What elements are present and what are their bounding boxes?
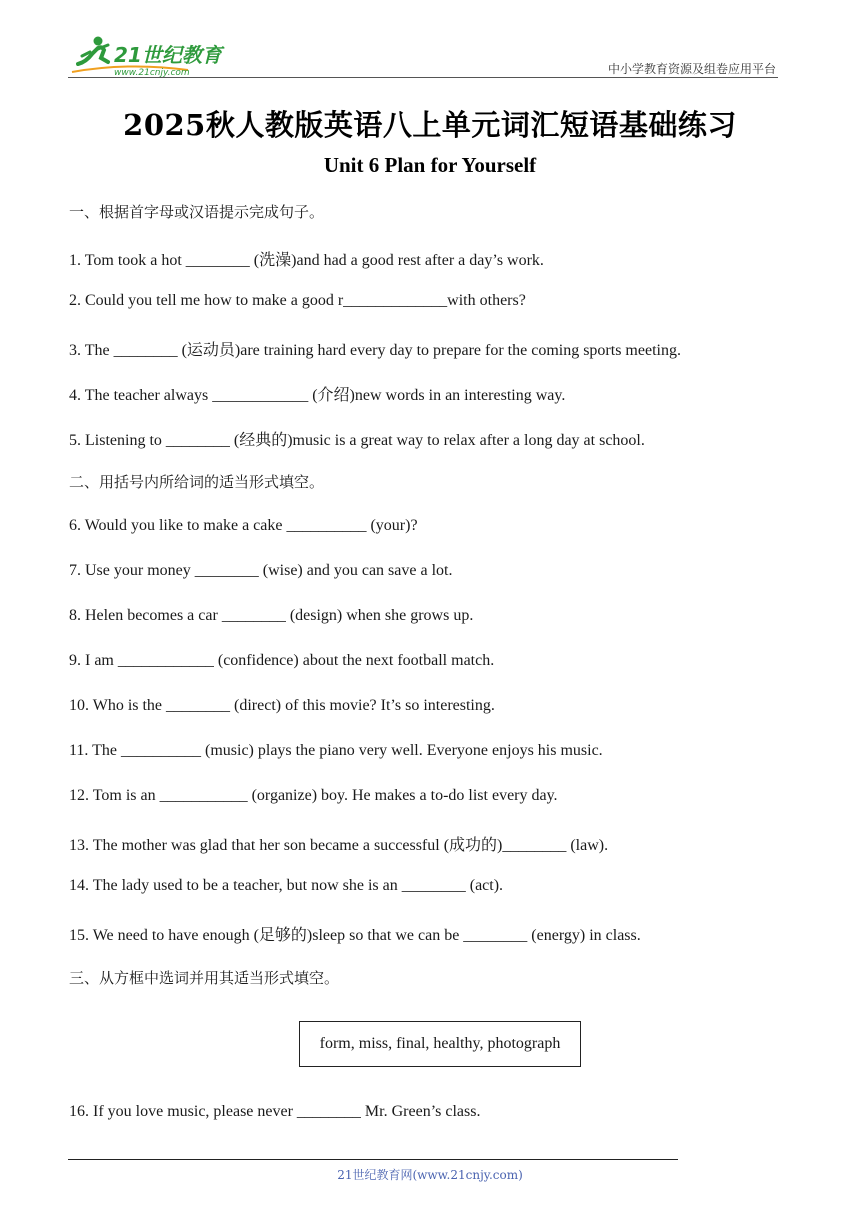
- question-item: 6. Would you like to make a cake __________ (your)?: [69, 517, 418, 534]
- section-1-heading: 一、根据首字母或汉语提示完成句子。: [69, 203, 325, 221]
- footer-text: 21世纪教育网(www.21cnjy.com): [337, 1168, 523, 1182]
- question-item: 10. Who is the ________ (direct) of this movie? It’s so interesting.: [69, 697, 495, 714]
- logo-text: 21世纪教育: [114, 43, 222, 67]
- 21cnjy-logo: [68, 32, 238, 78]
- question-item: 1. Tom took a hot ________ (洗澡)and had a good rest after a day’s work.: [69, 252, 544, 269]
- question-item: 5. Listening to ________ (经典的)music is a great way to relax after a long day at school.: [69, 432, 645, 449]
- question-item: 11. The __________ (music) plays the piano very well. Everyone enjoys his music.: [69, 742, 603, 759]
- header-platform-text: 中小学教育资源及组卷应用平台: [607, 62, 776, 76]
- question-item: 16. If you love music, please never ________ Mr. Green’s class.: [69, 1103, 481, 1120]
- footer-divider: [68, 1159, 678, 1160]
- page-title: 2025秋人教版英语八上单元词汇短语基础练习: [123, 108, 737, 142]
- section-2-heading: 二、用括号内所给词的适当形式填空。: [69, 473, 325, 491]
- section-3-heading: 三、从方框中选词并用其适当形式填空。: [69, 969, 340, 987]
- question-item: 9. I am ____________ (confidence) about the next football match.: [69, 652, 495, 669]
- page-header: [68, 32, 778, 78]
- question-item: 8. Helen becomes a car ________ (design) when she grows up.: [69, 607, 474, 624]
- header-divider: [68, 77, 778, 78]
- question-item: 12. Tom is an ___________ (organize) boy. He makes a to-do list every day.: [69, 787, 558, 804]
- unit-subtitle: Unit 6 Plan for Yourself: [323, 153, 537, 177]
- question-item: 14. The lady used to be a teacher, but now she is an ________ (act).: [69, 877, 504, 894]
- question-item: 4. The teacher always ____________ (介绍)new words in an interesting way.: [69, 387, 566, 404]
- logo-url: www.21cnjy.com: [114, 68, 190, 78]
- word-box: [299, 1021, 581, 1067]
- question-item: 2. Could you tell me how to make a good r_____________with others?: [69, 292, 526, 309]
- question-item: 7. Use your money ________ (wise) and you can save a lot.: [69, 562, 453, 579]
- word-box-text: form, miss, final, healthy, photograph: [319, 1035, 561, 1052]
- question-item: 15. We need to have enough (足够的)sleep so that we can be ________ (energy) in class.: [69, 927, 641, 944]
- question-item: 3. The ________ (运动员)are training hard every day to prepare for the coming sports meeting.: [69, 342, 681, 359]
- question-item: 13. The mother was glad that her son became a successful (成功的)________ (law).: [69, 837, 609, 854]
